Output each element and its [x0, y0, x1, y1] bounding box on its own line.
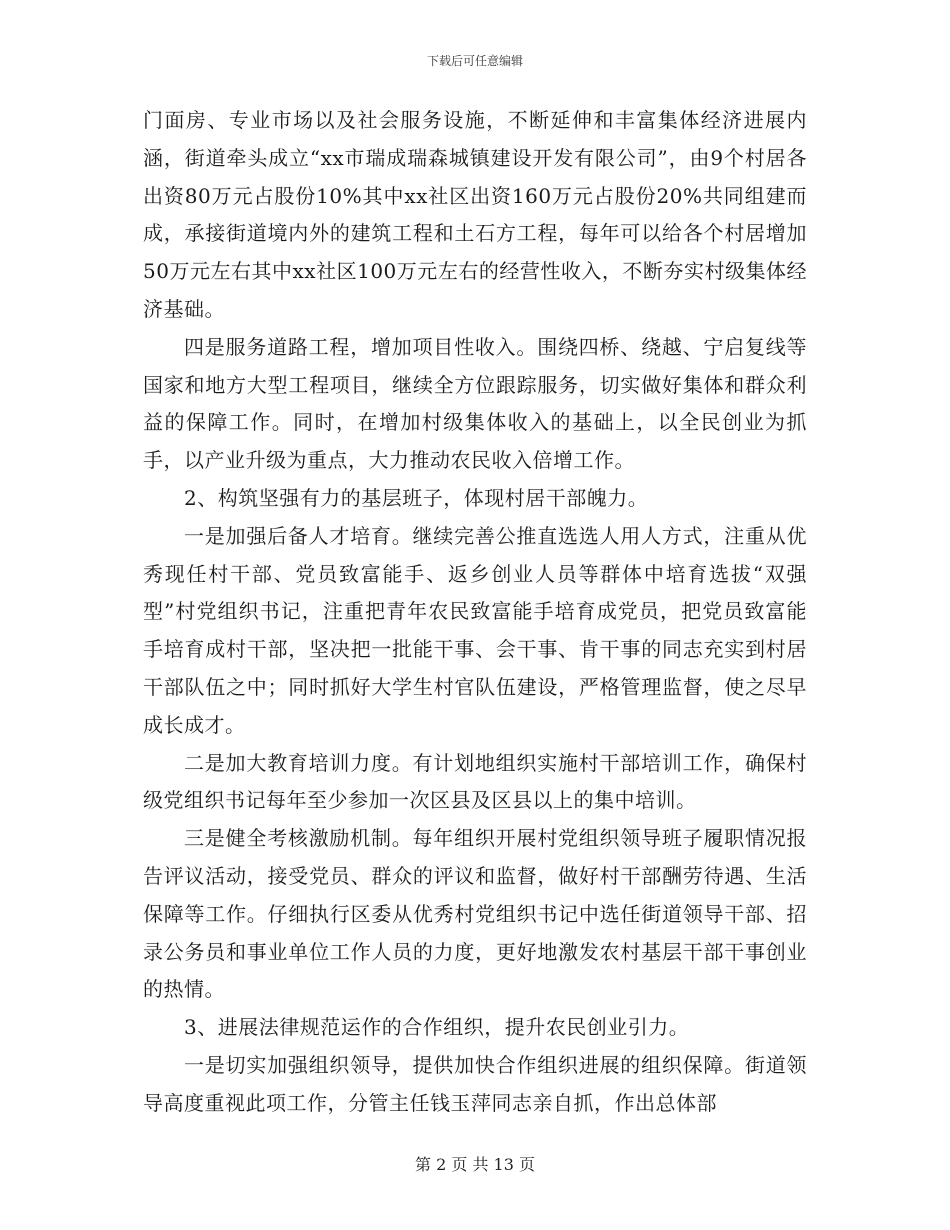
paragraph-item-one-b: 一是切实加强组织领导，提供加快合作组织进展的组织保障。街道领导高度重视此项工作，分管主任钱玉萍同志亲自抓，作出总体部	[143, 1052, 807, 1115]
paragraph-item-one: 一是加强后备人才培育。继续完善公推直选选人用人方式，注重从优秀现任村干部、党员致富能手、返乡创业人员等群体中培育选拔“双强型”村党组织书记，注重把青年农民致富能手培育成党员，把党员致富能手培育成村干部，坚决把一批能干事、会干事、肯干事的同志充实到村居干部队伍之中；同时抓好大学生村官队伍建设，严格管理监督，使之尽早成长成才。	[143, 523, 807, 737]
paragraph-continuation: 门面房、专业市场以及社会服务设施，不断延伸和丰富集体经济进展内涵，街道牵头成立“xx市瑞成瑞森城镇建设开发有限公司”，由9个村居各出资80万元占股份10%其中xx社区出资160万元占股份20%共同组建而成，承接街道境内外的建筑工程和土石方工程，每年可以给各个村居增加50万元左右其中xx社区100万元左右的经营性收入，不断夯实村级集体经济基础。	[143, 108, 807, 321]
paragraph-item-four: 四是服务道路工程，增加项目性收入。围绕四桥、绕越、宁启复线等国家和地方大型工程项目，继续全方位跟踪服务，切实做好集体和群众利益的保障工作。同时，在增加村级集体收入的基础上，以全民创业为抓手，以产业升级为重点，大力推动农民收入倍增工作。	[143, 334, 807, 473]
paragraph-item-three: 三是健全考核激励机制。每年组织开展村党组织领导班子履职情况报告评议活动，接受党员、群众的评议和监督，做好村干部酬劳待遇、生活保障等工作。仔细执行区委从优秀村党组织书记中选任街道领导干部、招录公务员和事业单位工作人员的力度，更好地激发农村基层干部干事创业的热情。	[143, 826, 807, 1002]
section-heading-3: 3、进展法律规范运作的合作组织，提升农民创业引力。	[184, 1015, 690, 1040]
page-header: 下载后可任意编辑	[426, 54, 523, 68]
document-body	[143, 102, 807, 1123]
paragraph-item-two: 二是加大教育培训力度。有计划地组织实施村干部培训工作，确保村级党组织书记每年至少参加一次区县及区县以上的集中培训。	[143, 750, 807, 813]
section-heading-2: 2、构筑坚强有力的基层班子，体现村居干部魄力。	[184, 485, 649, 510]
page-number-footer: 第 2 页 共 13 页	[415, 1155, 535, 1174]
